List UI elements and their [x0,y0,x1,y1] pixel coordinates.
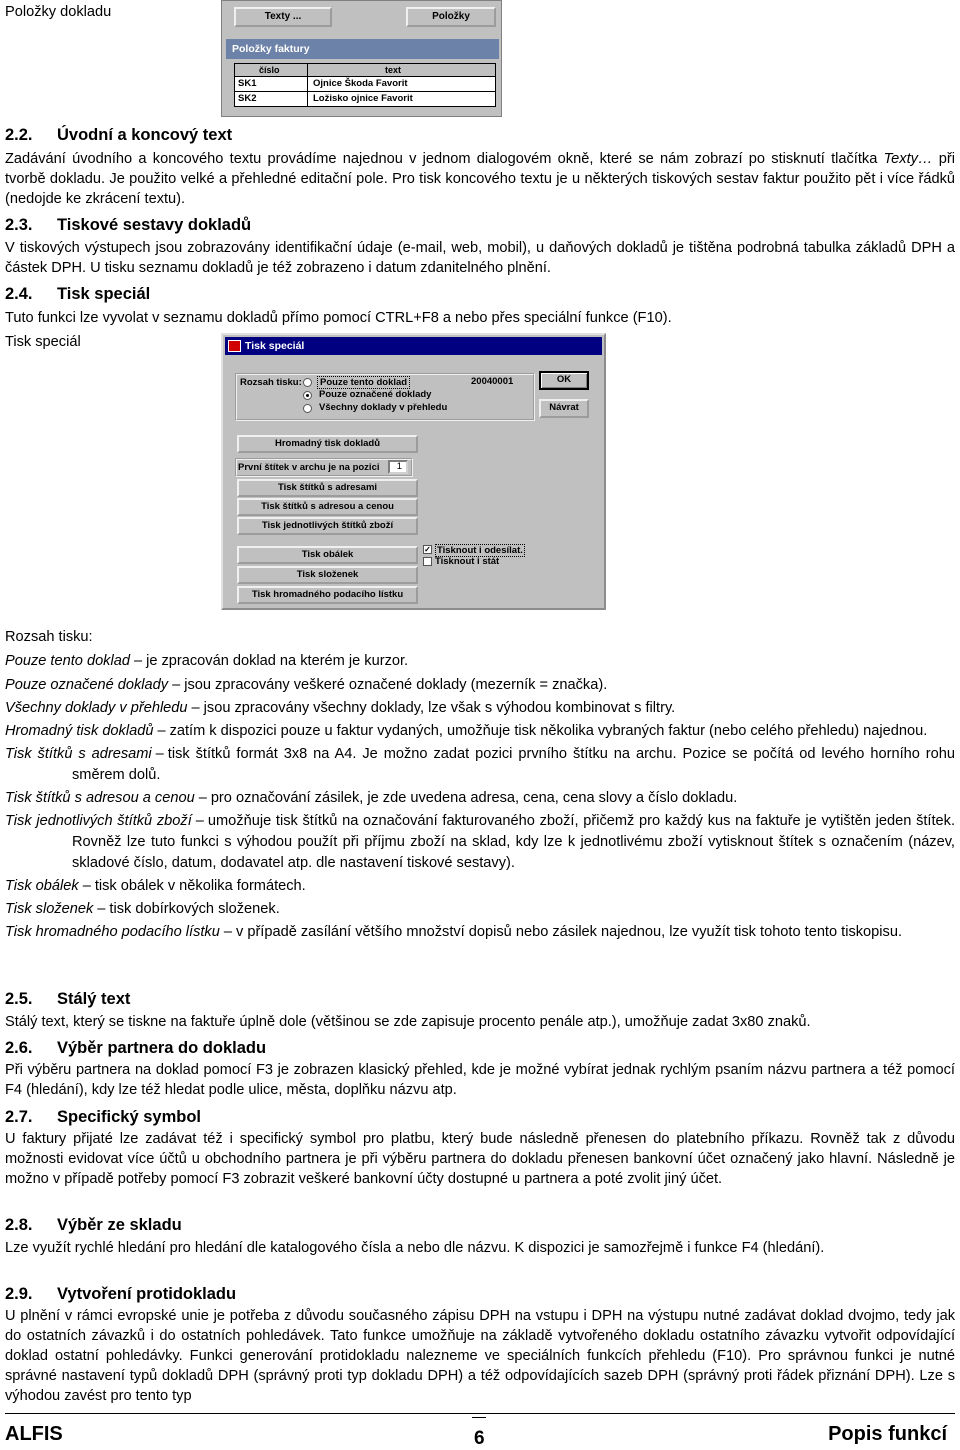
obalek-button[interactable]: Tisk obálek [237,546,418,564]
list-item: Tisk obálek – tisk obálek v několika formátech. [5,878,306,894]
heading-title: Úvodní a koncový text [57,126,233,144]
heading-2-3 [5,214,251,236]
radio-tento-doklad[interactable] [303,378,312,387]
polozky-dialog [221,0,502,117]
texty-term: Texty… [883,151,933,167]
heading-2-9 [5,1283,236,1305]
prvni-stitek-input[interactable]: 1 [388,460,408,474]
heading-title: Stálý text [57,990,131,1008]
dialog-titlebar [225,337,602,355]
chk-odesilat-label[interactable]: Tisknout i odesílat. [437,545,523,556]
heading-2-4 [5,283,150,305]
heading-number: 2.2. [5,126,33,144]
heading-number: 2.8. [5,1216,33,1234]
heading-number: 2.5. [5,990,33,1008]
col-cislo-header: číslo [259,65,280,75]
dialog-title: Tisk speciál [245,340,305,352]
table-row[interactable] [235,77,495,91]
stitky-zbozi-button[interactable]: Tisk jednotlivých štítků zboží [237,517,418,535]
heading-number: 2.7. [5,1108,33,1126]
heading-title: Vytvoření protidokladu [57,1285,237,1303]
texty-button[interactable]: Texty ... [234,7,332,27]
heading-number: 2.9. [5,1285,33,1303]
paragraph-2-8: Lze využít rychlé hledání pro hledání dle katalogového čísla a nebo dle názvu. K dispozici je samozřejmě i funkce F4 (hledání). [5,1240,825,1256]
section-header: Položky dokladu [5,4,112,20]
table-row[interactable] [235,92,495,106]
paragraph-2-4: Tuto funkci lze vyvolat v seznamu dokladů přímo pomocí CTRL+F8 a nebo přes speciální funkce (F10). [5,310,672,326]
heading-2-2 [5,124,232,146]
heading-title: Výběr ze skladu [57,1216,182,1234]
paragraph-2-9: U plnění v rámci evropské unie je potřeba z důvodu současného zápisu DPH na vstupu i DPH na výstupu nutné zadávat doklad dvojmo, tedy jak do ostatních závazků i do ostatních pohledávek. Tato funkce umožňuje na základě vytvořeného dokladu ostatního závazku vytvořit odpovídající doklad ostatní pohledávky. Funkci generování protidokladu nalezneme ve speciálních funkcích přehledu (F10). Pro správnou funkci je nutné správné nastavení typů dokladů DPH (správný proti typ dokladu DPH) a též odpovídajících sazeb DPH (správný proti řádek přiznání DPH). Lze s výhodou zavést pro tento typ [5,1308,955,1404]
list-item: Tisk štítků s adresou a cenou – pro označování zásilek, je zde uvedena adresa, cena, cena slovy a číslo dokladu. [5,790,738,806]
prvni-stitek-label: První štítek v archu je na pozici [238,462,380,473]
heading-2-7 [5,1106,201,1128]
heading-number: 2.6. [5,1039,33,1057]
footer-right: Popis funkcí [828,1423,947,1445]
footer-rule [5,1413,955,1414]
list-item: Tisk složenek – tisk dobírkových složenek. [5,901,280,917]
polozky-button[interactable]: Položky [406,7,496,27]
opt-vsechny-doklady[interactable]: Všechny doklady v přehledu [319,402,448,413]
row-text: Ložisko ojnice Favorit [313,93,413,104]
opt-tento-doklad[interactable]: Pouze tento doklad [317,376,410,389]
list-item: Pouze označené doklady – jsou zpracovány veškeré označené doklady (mezerník = značka). [5,677,608,693]
tisk-special-dialog [221,333,606,610]
heading-title: Výběr partnera do dokladu [57,1039,267,1057]
chk-stat[interactable] [423,557,432,566]
figure-caption: Tisk speciál [5,334,81,350]
slozenek-button[interactable]: Tisk složenek [237,566,418,584]
chk-odesilat[interactable]: ✓ [424,545,431,554]
heading-number: 2.4. [5,285,33,303]
row-text: Ojnice Škoda Favorit [313,78,408,89]
list-item: Hromadný tisk dokladů – zatím k dispozici pouze u faktur vydaných, umožňuje tisk několika vybraných faktur (nebo celého přehledu) najednou. [5,723,928,739]
rozsah-list [5,651,955,943]
radio-vsechny-doklady[interactable] [303,404,312,413]
paragraph-2-5: Stálý text, který se tiskne na faktuře úplně dole (většinou se zde zapisuje procento penále atp.), umožňuje zadat 3x80 znaků. [5,1014,811,1030]
list-item: Tisk hromadného podacího lístku – v případě zasílání většího množství dopisů nebo zásilek najednou, lze využít tisk tohoto tento tiskopisu. [5,924,902,940]
rozsah-label-text: Rozsah tisku: [5,629,93,645]
heading-2-6 [5,1037,266,1059]
opt-tento-doklad-value: 20040001 [471,376,514,387]
heading-title: Tisk speciál [57,285,151,303]
paragraph-2-3: V tiskových výstupech jsou zobrazovány identifikační údaje (e-mail, web, mobil), u daňových dokladů je tištěna podrobná tabulka základů DPH a částek DPH. U tisku seznamu dokladů je též zobrazeno i datum zdanitelného plnění. [5,240,955,276]
heading-2-8 [5,1214,182,1236]
heading-title: Tiskové sestavy dokladů [57,216,252,234]
heading-2-5 [5,988,130,1010]
footer-left: ALFIS [5,1423,63,1445]
page-number: 6 [474,1428,485,1449]
heading-title: Specifický symbol [57,1108,201,1126]
stitky-adresou-button[interactable]: Tisk štítků s adresou a cenou [237,498,418,516]
col-text-header: text [385,65,402,75]
ok-button[interactable]: OK [539,371,589,390]
row-cislo: SK1 [238,78,257,89]
page-number-rule [472,1417,486,1418]
row-cislo: SK2 [238,93,257,104]
opt-oznacene-doklady[interactable]: Pouze označené doklady [319,389,432,400]
rozsah-label: Rozsah tisku: [240,377,302,388]
navrat-button[interactable]: Návrat [539,399,589,418]
list-item: Všechny doklady v přehledu – jsou zpracovány všechny doklady, lze však s výhodou kombinovat s filtry. [5,700,676,716]
podaci-listek-button[interactable]: Tisk hromadného podacího lístku [237,586,418,604]
stitky-adresami-button[interactable]: Tisk štítků s adresami [237,479,418,497]
list-item: Pouze tento doklad – je zpracován doklad na kterém je kurzor. [5,653,409,669]
polozky-table [234,63,496,107]
paragraph-2-6: Při výběru partnera na doklad pomocí F3 je zobrazen klasický přehled, kde je možné vybírat jednak rychlým psaním názvu partnera a též pomocí F4 (hledání), kdy lze též hledat podle ulice, města, doplňku názvu atp. [5,1062,955,1098]
list-item: Tisk štítků s adresami – tisk štítků formát 3x8 na A4. Je možno zadat pozici prvního štítku na archu. Pozice se počítá od levého horního rohu směrem dolů. [5,746,956,783]
list-item: Tisk jednotlivých štítků zboží – umožňuje tisk štítků na označování fakturovaného zboží, přičemž pro každý kus na faktuře je vytištěn jeden štítek. Rovněž lze tuto funkci s výhodou použít při příjmu zboží na sklad, kdy lze k jednotlivému zboží vytisknout štítek s označením (název, skladové číslo, datum, dodavatel atp. dle nastavení tiskové sestavy). [5,813,955,871]
hromadny-tisk-button[interactable]: Hromadný tisk dokladů [237,435,418,453]
radio-oznacene-doklady[interactable] [303,391,312,400]
chk-stat-label[interactable]: Tisknout i stát [435,556,500,567]
heading-number: 2.3. [5,216,33,234]
paragraph-2-7: U faktury přijaté lze zadávat též i specifický symbol pro platbu, který bude následně přenesen do platebního příkazu. Rovněž tak z důvodu možnosti evidovat více účtů u obchodního partnera je při výběru partnera do dokladu přenesen bankovní účet označený jako hlavní. Následně je možno v případě potřeby pomocí F3 zobrazit veškeré bankovní účty dostupné u partnera a poté zvolit jiný účet. [5,1131,955,1187]
polozky-panel-title: Položky faktury [226,39,499,59]
paragraph-2-2: Zadávání úvodního a koncového textu provádíme najednou v jednom dialogovém okně, které se nám zobrazí po stisknutí tlačítka Texty… při tvorbě dokladu. Je použito velké a přehledné editační pole. Pro tisk koncového textu je u některých tiskových sestav faktur použito pět i více řádků (nedojde ke zkrácení textu). [5,151,955,207]
app-icon [228,340,241,352]
